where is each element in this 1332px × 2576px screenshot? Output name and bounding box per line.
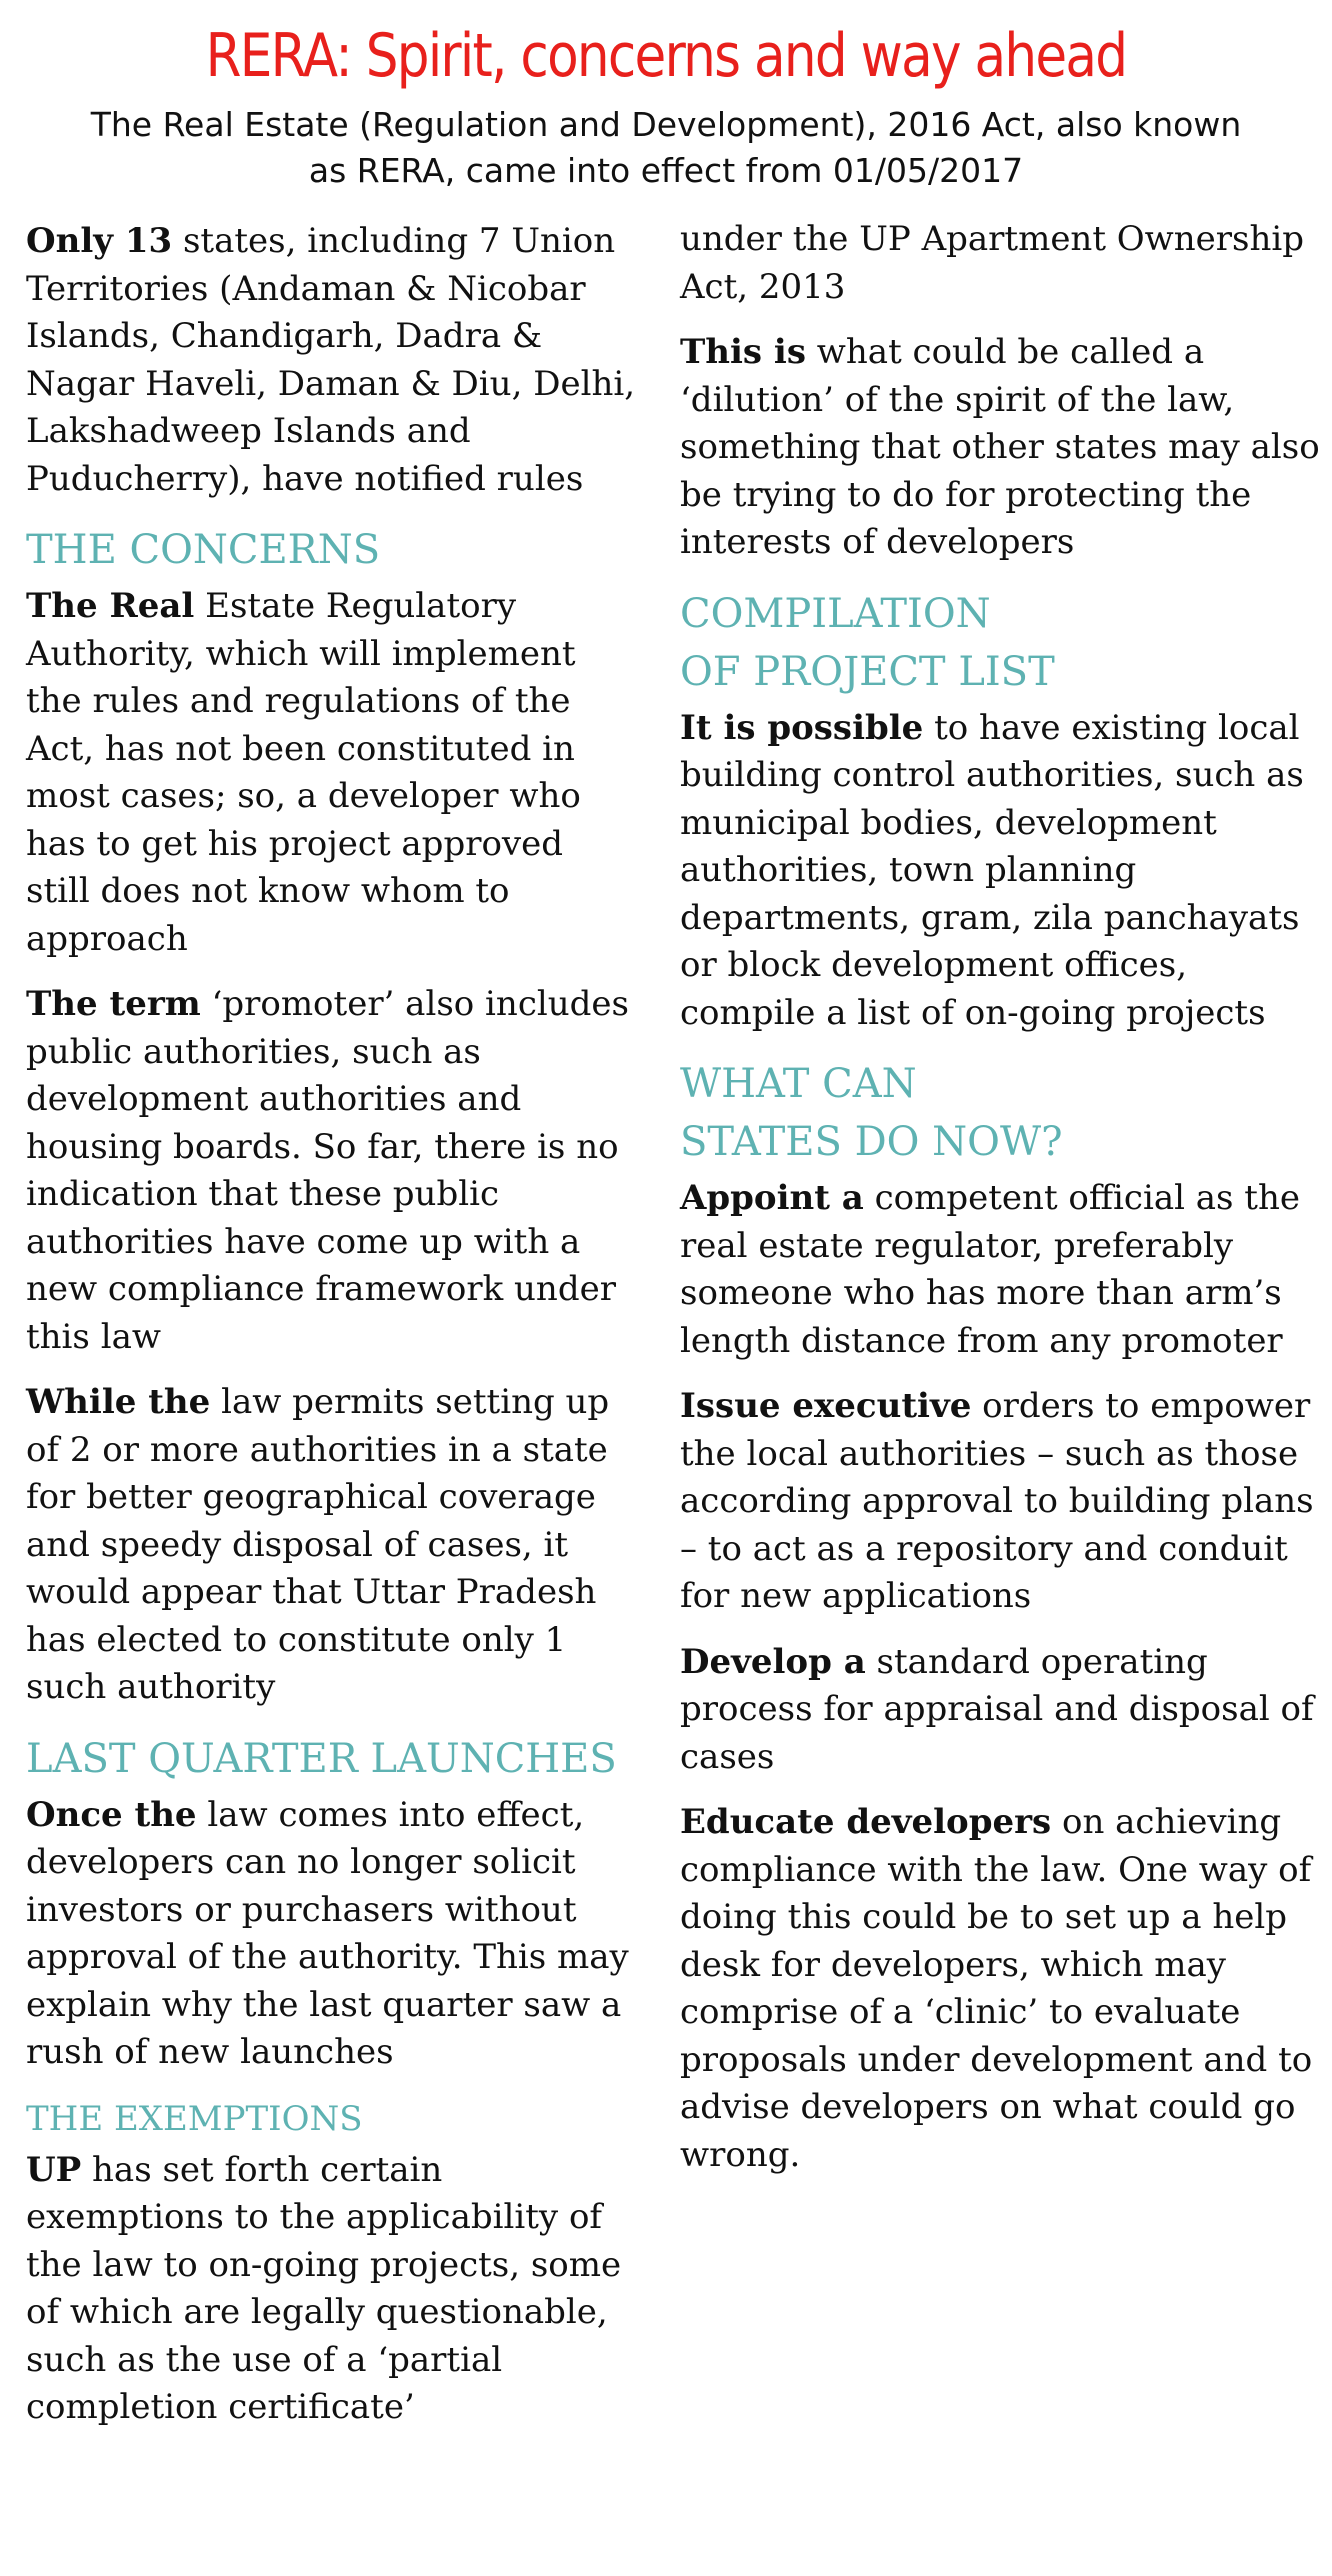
paragraph-lead: The term (26, 984, 201, 1024)
paragraph-lead: While the (26, 1382, 211, 1422)
page-subtitle (20, 102, 1312, 194)
paragraph-lead: Only 13 (26, 221, 173, 261)
paragraph-up-act: under the UP Apartment Ownership Act, 2013 (680, 219, 1305, 307)
paragraph-text: Estate Regulatory Authority, which will implement the rules and regulations of the Act, has not been constituted in most cases; so, a developer who has to get his project approved still does not know whom to approach (26, 586, 581, 959)
page-title: RERA: Spirit, concerns and way ahead (205, 21, 1127, 91)
paragraph-authorities (26, 1379, 636, 1712)
section-heading-compilation (680, 585, 1320, 701)
section-heading-concerns: THE CONCERNS (26, 527, 381, 573)
heading-line: COMPILATION (680, 590, 991, 637)
right-column (680, 216, 1320, 2197)
left-column (26, 218, 636, 2450)
paragraph-text: law permits setting up of 2 or more authorities in a state for better geographical coverage and speedy disposal of cases, it would appear that Uttar Pradesh has elected to constitute only 1 such authority (26, 1382, 610, 1707)
paragraph-lead: The Real (26, 586, 195, 626)
paragraph-appoint (680, 1175, 1320, 1365)
section-heading-exemptions: THE EXEMPTIONS (26, 2098, 363, 2139)
paragraph-exemptions (26, 2147, 636, 2432)
paragraph-text: on achieving compliance with the law. One way of doing this could be to set up a help desk for developers, which may comprise of a ‘clinic’ to evaluate proposals under development and to advise developers on what could go wrong. (680, 1802, 1313, 2175)
subtitle-line-2: as RERA, came into effect from 01/05/2017 (308, 151, 1024, 190)
paragraph-text: to have existing local building control authorities, such as municipal bodies, development authorities, town planning departments, gram, zila panchayats or block development offices, compile a list of on-going projects (680, 707, 1304, 1033)
paragraph-lead: This is (680, 332, 806, 372)
paragraph-text: states, including 7 Union Territories (Andaman & Nicobar Islands, Chandigarh, Dadra & Nagar Haveli, Daman & Diu, Delhi, Lakshadweep Islands and Puducherry), have notified rules (26, 221, 636, 499)
paragraph-launches (26, 1792, 636, 2077)
paragraph-text: orders to empower the local authorities – such as those according approval to building plans – to act as a repository and conduit for new applications (680, 1386, 1314, 1616)
paragraph-lead: Issue executive (680, 1386, 972, 1426)
paragraph-regulatory-authority (26, 583, 636, 963)
paragraph-lead: It is possible (680, 707, 924, 748)
paragraph-text: standard operating process for appraisal and disposal of cases (680, 1641, 1314, 1777)
paragraph-text: has set forth certain exemptions to the applicability of the law to on-going projects, some of which are legally questionable, such as the use of a ‘partial completion certificate’ (26, 2149, 622, 2427)
section-heading-last-quarter: LAST QUARTER LAUNCHES (26, 1735, 617, 1782)
paragraph-text: ‘promoter’ also includes public authorities, such as development authorities and housing boards. So far, there is no indication that these public authorities have come up with a new compliance framework under this law (26, 984, 629, 1357)
heading-line: WHAT CAN (680, 1061, 917, 1107)
paragraph-issue-orders (680, 1383, 1320, 1621)
paragraph-lead: Educate developers (680, 1802, 1052, 1842)
paragraph-text: law comes into effect, developers can no longer solicit investors or purchasers without approval of the authority. This may explain why the last quarter saw a rush of new launches (26, 1794, 629, 2072)
paragraph-lead: Develop a (680, 1641, 866, 1682)
paragraph-notified-rules (26, 218, 636, 503)
paragraph-lead: UP (26, 2149, 82, 2190)
paragraph-compile-list (680, 705, 1320, 1038)
paragraph-dilution (680, 329, 1320, 567)
section-heading-states (680, 1055, 1320, 1171)
paragraph-promoter (26, 981, 636, 1361)
paragraph-lead: Once the (26, 1794, 197, 1835)
heading-line: STATES DO NOW? (680, 1119, 1063, 1165)
paragraph-lead: Appoint a (680, 1178, 864, 1218)
paragraph-text: competent official as the real estate regulator, preferably someone who has more than arm’s length distance from any promoter (680, 1178, 1300, 1361)
paragraph-develop-process (680, 1639, 1320, 1782)
paragraph-text: what could be called a ‘dilution’ of the spirit of the law, something that other states may also be trying to do for protecting the interests of developers (680, 332, 1320, 562)
subtitle-line-1: The Real Estate (Regulation and Development), 2016 Act, also known (90, 105, 1242, 144)
paragraph-educate (680, 1799, 1320, 2179)
heading-line: OF PROJECT LIST (680, 648, 1055, 695)
